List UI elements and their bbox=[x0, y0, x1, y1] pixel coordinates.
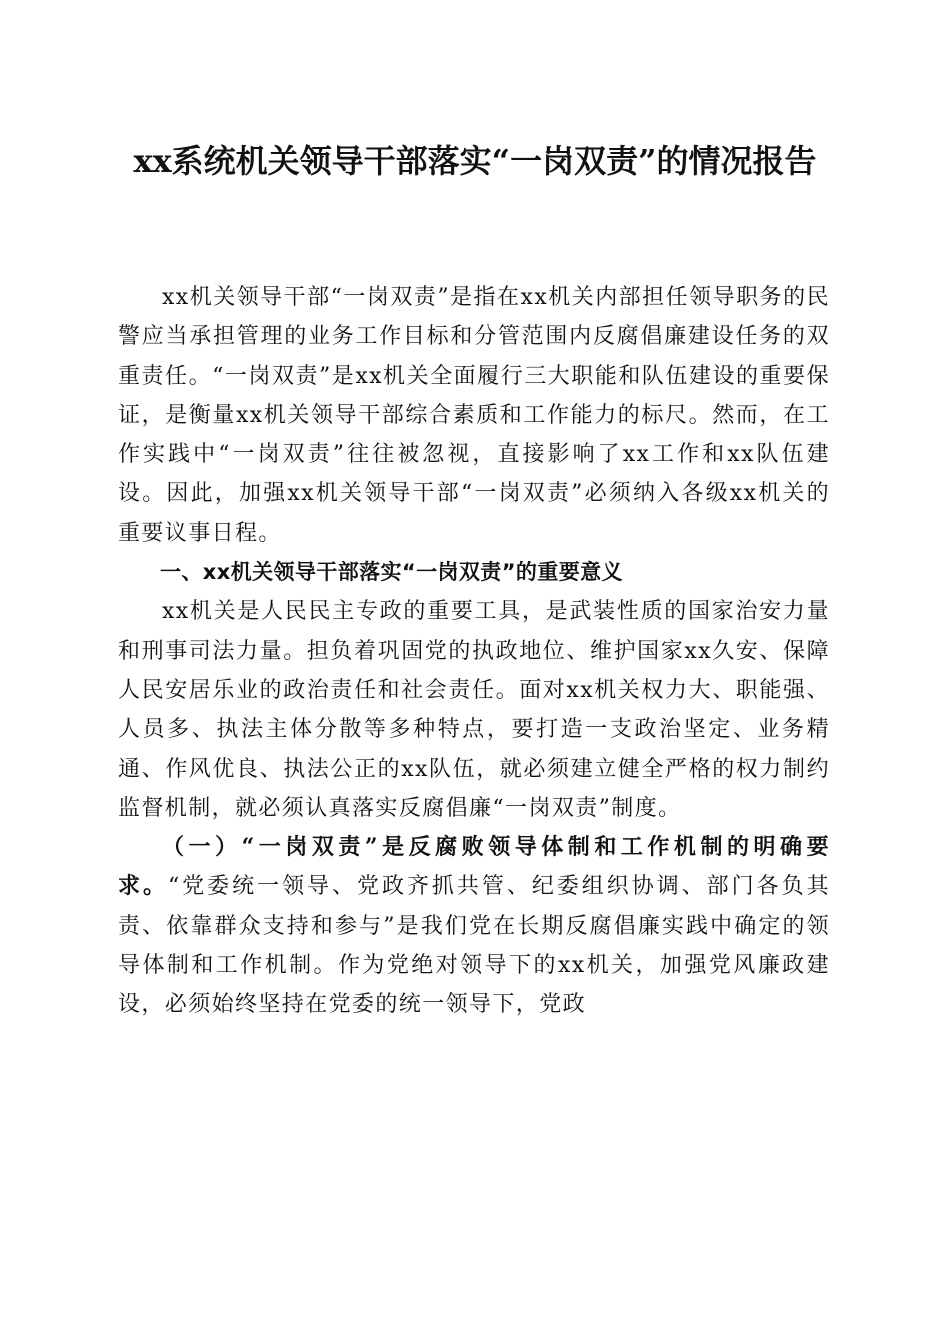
intro-paragraph: xx机关领导干部“一岗双责”是指在xx机关内部担任领导职务的民警应当承担管理的业务工作目标和分管范围内反腐倡廉建设任务的双重责任。“一岗双责”是xx机关全面履行三大职能和队伍建设的重要保证，是衡量xx机关领导干部综合素质和工作能力的标尺。然而，在工作实践中“一岗双责”往往被忽视，直接影响了xx工作和xx队伍建设。因此，加强xx机关领导干部“一岗双责”必须纳入各级xx机关的重要议事日程。 bbox=[118, 285, 830, 546]
subsection-1-text: “党委统一领导、党政齐抓共管、纪委组织协调、部门各负其责、依靠群众支持和参与”是我们党在长期反腐倡廉实践中确定的领导体制和工作机制。作为党绝对领导下的xx机关，加强党风廉政建设，必须始终坚持在党委的统一领导下，党政 bbox=[118, 874, 830, 1018]
subsection-1-paragraph bbox=[118, 828, 830, 1024]
subsection-heading-1: （一）“一岗双责”是反腐败领导体制和工作机制的明确要求。 bbox=[118, 834, 830, 900]
section-heading-1: 一、xx机关领导干部落实“一岗双责”的重要意义 bbox=[160, 560, 623, 585]
section-1-paragraph: xx机关是人民民主专政的重要工具，是武装性质的国家治安力量和刑事司法力量。担负着巩固党的执政地位、维护国家xx久安、保障人民安居乐业的政治责任和社会责任。面对xx机关权力大、职能强、人员多、执法主体分散等多种特点，要打造一支政治坚定、业务精通、作风优良、执法公正的xx队伍，就必须建立健全严格的权力制约监督机制，就必须认真落实反腐倡廉“一岗双责”制度。 bbox=[118, 599, 830, 821]
document-title: xx系统机关领导干部落实“一岗双责”的情况报告 bbox=[133, 142, 817, 180]
document-body bbox=[118, 278, 830, 1025]
